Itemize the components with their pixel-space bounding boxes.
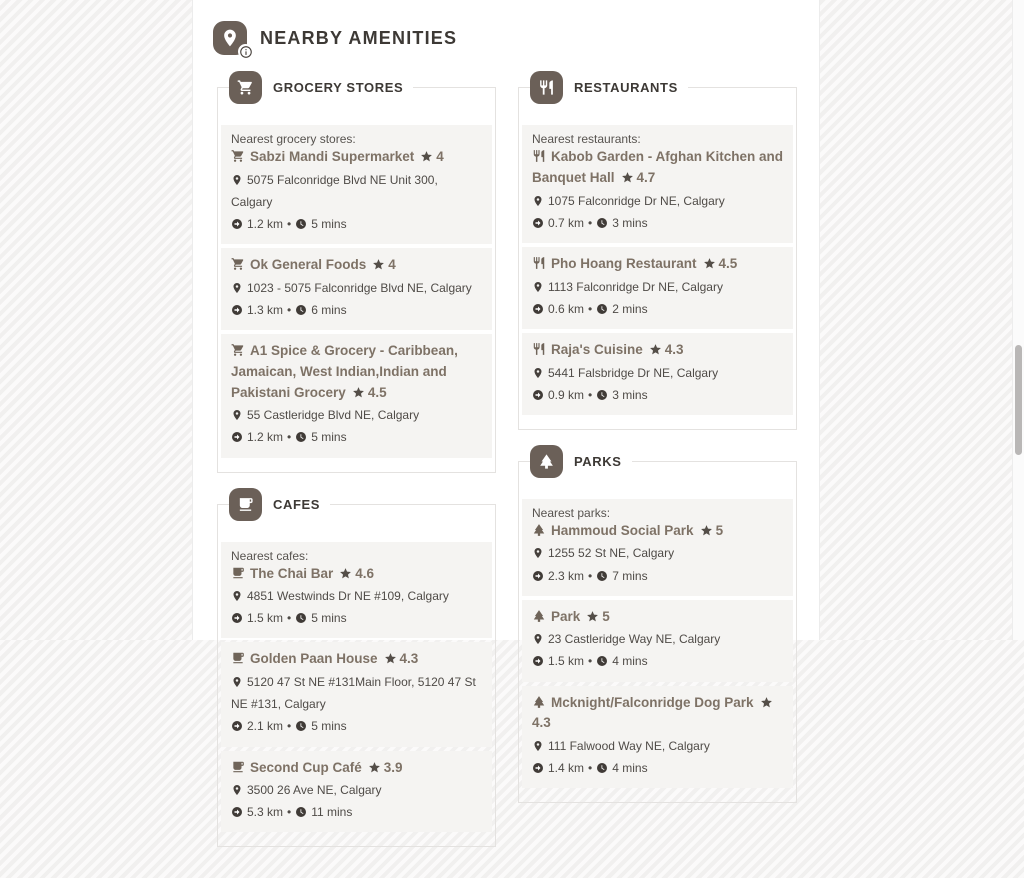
clock-icon — [295, 806, 307, 818]
place-distance: 2.3 km — [548, 568, 585, 583]
clock-icon — [295, 720, 307, 732]
nearest-label: Nearest cafes: — [231, 548, 309, 563]
cart-icon — [231, 149, 245, 163]
location-pin-icon — [213, 21, 247, 55]
place-distance: 1.5 km — [548, 654, 585, 669]
place-address: 1113 Falconridge Dr NE, Calgary — [548, 279, 723, 294]
separator: • — [588, 568, 593, 583]
scrollbar-track[interactable] — [1012, 0, 1024, 640]
place-time: 4 mins — [612, 654, 648, 669]
star-icon — [352, 386, 365, 399]
place-name: Second Cup Café — [250, 759, 362, 775]
separator: • — [588, 761, 593, 776]
separator: • — [287, 216, 292, 231]
scrollbar-thumb[interactable] — [1015, 345, 1022, 455]
clock-icon — [295, 431, 307, 443]
place-rating: 4.3 — [532, 715, 551, 731]
place-name: Mcknight/Falconridge Dog Park — [551, 694, 754, 710]
place-name: Hammoud Social Park — [551, 522, 694, 538]
directions-icon — [532, 762, 544, 774]
place-address: 1255 52 St NE, Calgary — [548, 546, 675, 561]
separator: • — [588, 654, 593, 669]
section-title: RESTAURANTS — [574, 80, 678, 95]
star-icon — [621, 171, 634, 184]
place-rating: 4.3 — [399, 651, 419, 667]
directions-icon — [532, 303, 544, 315]
map-pin-icon — [231, 174, 243, 186]
place-time: 4 mins — [612, 761, 648, 776]
place-time: 5 mins — [311, 216, 347, 231]
place-time: 3 mins — [612, 387, 648, 402]
map-pin-icon — [532, 633, 544, 645]
place-distance: 1.3 km — [247, 302, 284, 317]
map-pin-icon — [231, 676, 243, 688]
directions-icon — [231, 612, 243, 624]
star-icon — [368, 761, 381, 774]
nearest-label: Nearest grocery stores: — [231, 132, 356, 146]
star-icon — [586, 610, 599, 623]
map-pin-icon — [532, 367, 544, 379]
separator: • — [287, 430, 292, 445]
place-name: The Chai Bar — [250, 565, 334, 581]
place-rating: 4 — [436, 149, 444, 164]
place-address: 1075 Falconridge Dr NE, Calgary — [548, 193, 725, 208]
separator: • — [287, 302, 292, 317]
section-grocery-stores — [217, 80, 496, 473]
place-address: 4851 Westwinds Dr NE #109, Calgary — [247, 589, 449, 604]
coffee-icon — [231, 760, 245, 774]
list-item — [522, 600, 793, 682]
separator: • — [287, 611, 292, 626]
cart-icon — [231, 343, 245, 357]
map-pin-icon — [532, 281, 544, 293]
directions-icon — [532, 217, 544, 229]
place-address: 55 Castleridge Blvd NE, Calgary — [247, 408, 420, 423]
clock-icon — [295, 304, 307, 316]
place-name: Pho Hoang Restaurant — [551, 255, 697, 271]
clock-icon — [295, 218, 307, 230]
star-icon — [339, 567, 352, 580]
map-pin-icon — [231, 784, 243, 796]
star-icon — [700, 524, 713, 537]
place-rating: 4.7 — [636, 169, 656, 185]
place-rating: 4.5 — [367, 384, 387, 400]
place-rating: 3.9 — [383, 759, 403, 775]
directions-icon — [231, 720, 243, 732]
right-column — [518, 80, 797, 878]
tree-icon — [530, 445, 563, 478]
place-address: 1023 - 5075 Falconridge Blvd NE, Calgary — [247, 280, 472, 295]
coffee-icon — [229, 488, 262, 521]
place-address: 5120 47 St NE #131Main Floor, 5120 47 St NE #131, Calgary — [231, 675, 476, 712]
place-name: Golden Paan House — [250, 651, 378, 667]
nearest-label: Nearest restaurants: — [532, 132, 641, 146]
clock-icon — [596, 570, 608, 582]
section-legend — [229, 71, 413, 104]
place-address: 3500 26 Ave NE, Calgary — [247, 783, 382, 798]
section-cafes — [217, 496, 496, 848]
section-title: CAFES — [273, 496, 321, 512]
list-item — [221, 334, 492, 458]
coffee-icon — [231, 651, 245, 665]
separator: • — [287, 805, 292, 820]
separator: • — [588, 301, 593, 316]
map-pin-icon — [532, 740, 544, 752]
section-title: GROCERY STORES — [273, 80, 404, 95]
separator: • — [287, 719, 292, 734]
place-rating: 4.6 — [355, 565, 375, 581]
place-time: 2 mins — [612, 301, 648, 316]
list-item — [221, 642, 492, 746]
place-distance: 1.4 km — [548, 761, 585, 776]
star-icon — [649, 343, 662, 356]
place-time: 11 mins — [311, 805, 353, 820]
place-rating: 5 — [602, 608, 610, 624]
place-address: 5441 Falsbridge Dr NE, Calgary — [548, 365, 719, 380]
directions-icon — [231, 218, 243, 230]
section-legend — [530, 71, 688, 104]
star-icon — [372, 258, 385, 271]
clock-icon — [596, 762, 608, 774]
list-item — [522, 247, 793, 329]
clock-icon — [596, 389, 608, 401]
amenities-columns — [193, 80, 819, 878]
tree-icon — [532, 609, 546, 623]
tree-icon — [532, 523, 546, 537]
list-item — [522, 333, 793, 415]
page-header — [193, 0, 819, 55]
place-distance: 2.1 km — [247, 719, 284, 734]
directions-icon — [532, 655, 544, 667]
place-address: 111 Falwood Way NE, Calgary — [548, 739, 710, 754]
info-icon — [238, 44, 253, 59]
page-title: NEARBY AMENITIES — [260, 27, 458, 48]
place-time: 3 mins — [612, 215, 648, 230]
place-address: 5075 Falconridge Blvd NE Unit 300, Calgary — [231, 172, 438, 209]
place-name: Ok General Foods — [250, 257, 367, 273]
separator: • — [588, 387, 593, 402]
place-time: 5 mins — [311, 430, 347, 445]
list-item — [221, 751, 492, 833]
place-time: 5 mins — [311, 611, 347, 626]
place-distance: 1.2 km — [247, 216, 284, 231]
place-rating: 4.3 — [664, 341, 684, 357]
utensils-icon — [532, 256, 546, 270]
place-name: Raja's Cuisine — [551, 341, 643, 357]
star-icon — [384, 652, 397, 665]
section-legend — [530, 445, 632, 478]
star-icon — [760, 696, 773, 709]
directions-icon — [231, 806, 243, 818]
place-name: Sabzi Mandi Supermarket — [250, 149, 415, 164]
section-restaurants — [518, 80, 797, 430]
list-item — [522, 686, 793, 789]
list-item — [221, 542, 492, 639]
directions-icon — [532, 570, 544, 582]
place-distance: 0.7 km — [548, 215, 585, 230]
place-distance: 5.3 km — [247, 805, 284, 820]
utensils-icon — [532, 149, 546, 163]
place-rating: 5 — [715, 522, 724, 538]
place-rating: 4 — [388, 257, 396, 273]
place-name: Kabob Garden - Afghan Kitchen and Banquet Hall — [532, 149, 784, 185]
separator: • — [588, 215, 593, 230]
clock-icon — [596, 217, 608, 229]
place-time: 6 mins — [311, 302, 347, 317]
cart-icon — [229, 71, 262, 104]
section-title: PARKS — [574, 453, 622, 469]
place-time: 7 mins — [612, 568, 648, 583]
map-pin-icon — [231, 282, 243, 294]
place-distance: 1.5 km — [247, 611, 284, 626]
place-distance: 1.2 km — [247, 430, 284, 445]
place-name: A1 Spice & Grocery - Caribbean, Jamaican, West Indian,Indian and Pakistani Grocery — [231, 342, 458, 400]
coffee-icon — [231, 566, 245, 580]
list-item — [522, 125, 793, 243]
clock-icon — [596, 303, 608, 315]
utensils-icon — [530, 71, 563, 104]
map-pin-icon — [231, 409, 243, 421]
list-item — [221, 125, 492, 244]
star-icon — [420, 150, 433, 163]
directions-icon — [231, 431, 243, 443]
clock-icon — [295, 612, 307, 624]
section-parks — [518, 453, 797, 804]
map-pin-icon — [532, 195, 544, 207]
place-distance: 0.6 km — [548, 301, 585, 316]
star-icon — [703, 257, 716, 270]
place-rating: 4.5 — [718, 255, 738, 271]
map-pin-icon — [532, 547, 544, 559]
list-item — [522, 499, 793, 596]
cart-icon — [231, 257, 245, 271]
place-time: 5 mins — [311, 719, 347, 734]
clock-icon — [596, 655, 608, 667]
directions-icon — [231, 304, 243, 316]
utensils-icon — [532, 342, 546, 356]
nearest-label: Nearest parks: — [532, 505, 611, 520]
tree-icon — [532, 695, 546, 709]
place-address: 23 Castleridge Way NE, Calgary — [548, 632, 721, 647]
main-content-panel — [192, 0, 820, 820]
section-legend — [229, 488, 330, 521]
left-column — [217, 80, 496, 878]
list-item — [221, 248, 492, 330]
place-name: Park — [551, 608, 581, 624]
map-pin-icon — [231, 590, 243, 602]
place-distance: 0.9 km — [548, 387, 585, 402]
directions-icon — [532, 389, 544, 401]
